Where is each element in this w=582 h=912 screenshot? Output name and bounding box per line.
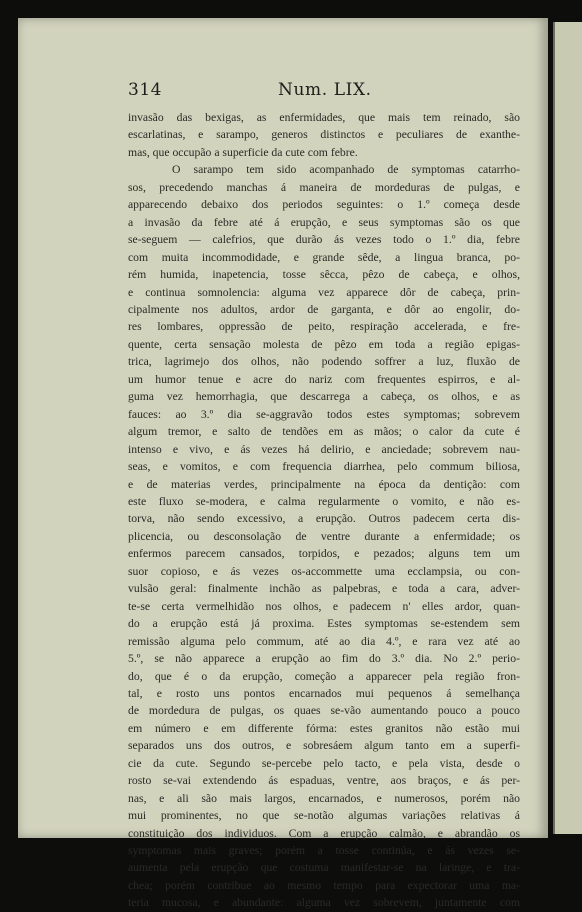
page-number: 314 <box>128 80 162 100</box>
text-line: constituição dos individuos. Com a erupção calmão, e abrandão os <box>128 826 520 840</box>
text-line: a invasão da febre até á erupção, e seus symptomas são os que <box>128 215 520 229</box>
text-line: plicencia, ou desconsolação de ventre durante a enfermidade; os <box>128 529 520 543</box>
text-line: res lombares, oppressão de peito, respiração accelerada, e fre- <box>128 320 520 334</box>
text-line: um humor tenue e acre do nariz com frequentes espirros, e al- <box>128 372 520 386</box>
text-line: quente, certa sensação molesta de pêzo em toda a região epigas- <box>128 337 520 351</box>
text-line: se-seguem — calefrios, que durão ás vezes todo o 1.º dia, febre <box>128 233 520 247</box>
text-line: algum tremor, e salto de tendões em as mãos; o calor da cute é <box>128 425 520 439</box>
text-line: symptomas mais graves; porém a tosse continúa, e ás vezes se- <box>128 844 520 858</box>
text-line: fauces: ao 3.º dia se-aggravão todos estes symptomas; sobrevem <box>128 407 520 421</box>
text-line: 5.º, se não apparece a erupção ao fim do 3.º dia. No 2.º perio- <box>128 652 520 666</box>
text-line: cie da cute. Segundo se-percebe pelo tacto, e pela vista, desde o <box>128 756 520 770</box>
text-line: trica, lagrimejo dos olhos, não podendo soffrer a luz, fluxão de <box>128 355 520 369</box>
text-line: apparecendo debaixo dos periodos seguintes: o 1.º começa desde <box>128 198 520 212</box>
text-line: invasão das bexigas, as enfermidades, que mais tem reinado, são <box>128 111 520 124</box>
page-header <box>128 80 518 104</box>
text-line: suor copioso, e ás vezes os-accommette uma ecclampsia, ou con- <box>128 564 520 578</box>
text-line: enfermos parecem cansados, torpidos, e pezados; alguns tem um <box>128 547 520 561</box>
adjacent-page-edge <box>553 22 582 834</box>
text-line: cipalmente nos adultos, ardor de garganta, e dôr ao engolir, do- <box>128 302 520 316</box>
text-line: torva, não sendo excessivo, a erupção. Outros padecem certa dis- <box>128 512 520 526</box>
text-line: O sarampo tem sido acompanhado de symptomas catarrho- <box>172 163 520 177</box>
text-line: seas, e vomitos, e com frequencia diarrhea, pelo commum biliosa, <box>128 460 520 474</box>
text-line: do, que é o da erupção, começão a apparecer pela região fron- <box>128 669 520 683</box>
running-title: Num. LIX. <box>278 80 372 100</box>
text-line: guma vez hemorrhagia, que descarrega a cabeça, os olhos, e as <box>128 390 520 404</box>
body-text <box>128 109 520 912</box>
text-line: tal, e rosto uns pontos encarnados mui pequenos á semelhança <box>128 686 520 700</box>
text-line: vulsão geral: finalmente inchão as palpebras, e toda a cara, adver- <box>128 582 520 596</box>
text-line: mui prominentes, no que se-notão algumas variações relativas á <box>128 809 520 823</box>
text-line: do a erupção está já proxima. Estes symptomas se-estendem sem <box>128 617 520 631</box>
text-line: escarlatinas, e sarampo, generos distinctos e peculiares de exanthe- <box>128 128 520 142</box>
text-line: separados uns dos outros, e sobresáem algum tanto em a superfi- <box>128 739 520 753</box>
text-line: rém humida, inapetencia, tosse sêcca, pêzo de cabeça, e olhos, <box>128 268 520 282</box>
text-line: de mordedura de pulgas, os quaes se-vão aumentando pouco a pouco <box>128 704 520 718</box>
text-line: e continua somnolencia: alguma vez apparece dôr de cabeça, prin- <box>128 285 520 299</box>
text-line: com muita incommodidade, e grande sêde, a lingua branca, po- <box>128 250 520 264</box>
text-line: em número e em differente fórma: estes granitos não estão mui <box>128 721 520 735</box>
text-line: aumenta pela erupção que costuma manifestar-se na laringe, e tra- <box>128 861 520 875</box>
text-line: teria mucosa, e abundante: alguma vez sobrevem, juntamente com <box>128 896 520 910</box>
text-line: este fluxo se-modera, e calma regularmente o vomito, e não es- <box>128 494 520 508</box>
text-line: remissão alguma pelo commum, até ao dia 4.º, e rara vez até ao <box>128 634 520 648</box>
text-line: sos, precedendo manchas á maneira de mordeduras de pulgas, e <box>128 180 520 194</box>
text-line: mas, que occupão a superficie da cute com febre. <box>128 145 358 159</box>
text-line: chea; porém contribue ao mesmo tempo para expectorar uma ma- <box>128 878 520 892</box>
text-line: nas, e ali são mais largos, encarnados, e numerosos, porém não <box>128 791 520 805</box>
text-line: rosto se-vai extendendo ás espaduas, ventre, aos braços, e ás per- <box>128 774 520 788</box>
text-line: e de materias verdes, principalmente na época da dentição: com <box>128 477 520 491</box>
text-line: te-se certa vermelhidão nos olhos, e padecem n' elles ardor, quan- <box>128 599 520 613</box>
text-line: intenso e vivo, e ás vezes há delirio, e anciedade; sobrevem nau- <box>128 442 520 456</box>
